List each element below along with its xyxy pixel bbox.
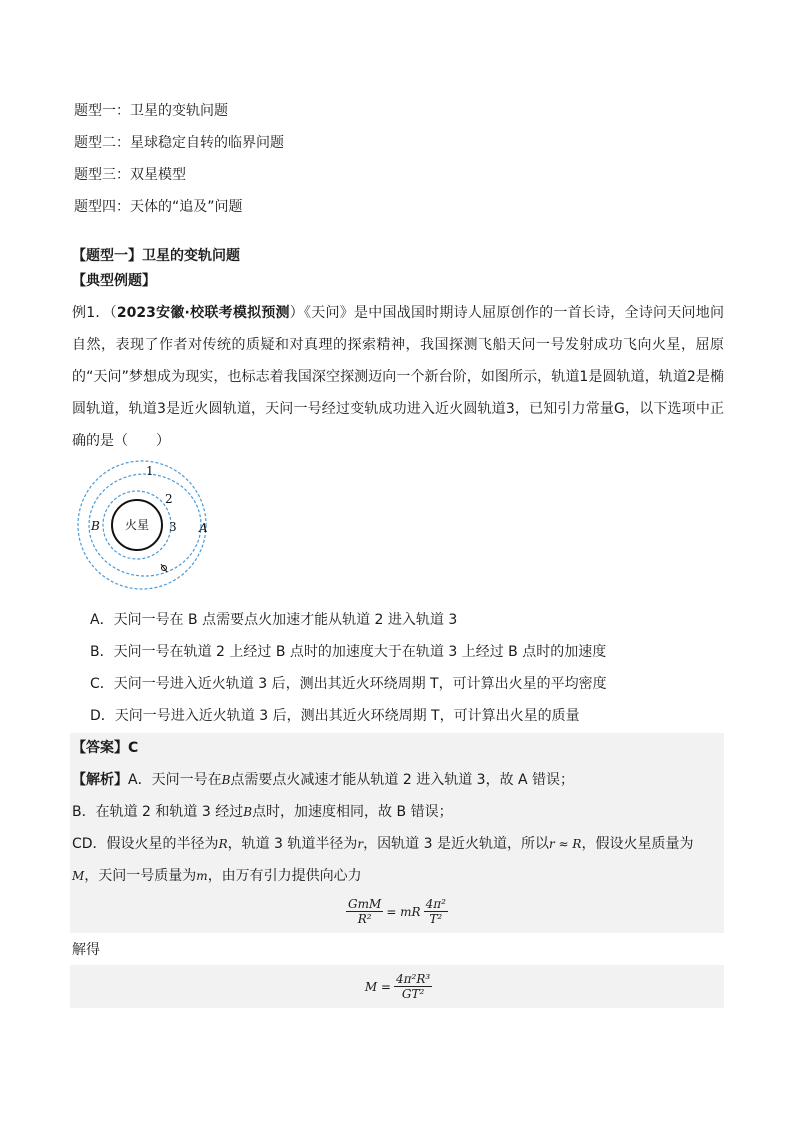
point-b-label: B [91, 519, 100, 533]
orbit-diagram [68, 460, 216, 590]
var-orbit-radius: r [357, 837, 364, 851]
option-c: C．天问一号进入近火轨道 3 后，测出其近火环绕周期 T，可计算出火星的平均密度 [90, 676, 607, 692]
equation-rhs: = mR [386, 904, 421, 919]
var-probe-mass: m [196, 869, 208, 883]
example-prefix: 例1．（ [72, 305, 117, 321]
point-a-label: A [199, 521, 208, 535]
var-b: B [243, 805, 253, 819]
example-question [72, 297, 724, 457]
var-radius: R [218, 837, 228, 851]
analysis-line-4 [72, 865, 362, 887]
fraction: $\frac{\text{GmM}}{\text{R²}}$ [348, 897, 382, 926]
analysis-text: 点需要点火减速才能从轨道 2 进入轨道 3，故 A 错误； [230, 772, 575, 788]
solve-label: 解得 [72, 942, 100, 958]
section-title: 【题型一】卫星的变轨问题 [72, 248, 240, 264]
section-subtitle: 【典型例题】 [72, 273, 156, 289]
toc-item-4: 题型四：天体的“追及”问题 [74, 199, 243, 215]
answer-options [90, 609, 607, 737]
answer-section [70, 733, 724, 1008]
var-mass: M [72, 869, 85, 883]
analysis-text: 点时，加速度相同，故 B 错误； [252, 804, 453, 820]
answer-line [72, 737, 138, 759]
analysis-line-1 [72, 769, 574, 791]
example-text: ）《天问》是中国战国时期诗人屈原创作的一首长诗，全诗问天问地问自然，表现了作者对传统的质疑和对真理的探索精神，我国探测飞船天问一号发射成功飞向火星，屈原的“天问”梦想成为现实，也标志着我国深空探测迈向一个新台阶，如图所示，轨道1是圆轨道，轨道2是椭圆轨道，轨道3是近火圆轨道，天问一号经过变轨成功进入近火圆轨道3，已知引力常量G，以下选项中正确的是（ ） [72, 305, 724, 449]
answer-value: C [128, 740, 139, 756]
analysis-text: B．在轨道 2 和轨道 3 经过 [72, 804, 244, 820]
toc-item-3: 题型三：双星模型 [74, 167, 186, 183]
approx-expression: r ≈ R [548, 837, 582, 851]
analysis-text: CD．假设火星的半径为 [72, 836, 219, 852]
toc-item-2: 题型二：星球稳定自转的临界问题 [74, 135, 284, 151]
analysis-text: ，由万有引力提供向心力 [207, 868, 362, 884]
analysis-label: 【解析】 [72, 772, 128, 788]
option-b: B．天问一号在轨道 2 上经过 B 点时的加速度大于在轨道 3 上经过 B 点时的加速度 [90, 644, 607, 660]
fraction: $\frac{\text{4π²R³}}{\text{GT²}}$ [395, 972, 431, 1001]
example-source: 2023安徽·校联考模拟预测 [116, 305, 290, 321]
fraction: $\frac{\text{4π²}}{\text{T²}}$ [425, 897, 446, 926]
var-b: B [221, 773, 231, 787]
analysis-text: ，因轨道 3 是近火轨道，所以 [363, 836, 549, 852]
analysis-text: A．天问一号在 [128, 772, 222, 788]
option-d: D．天问一号进入近火轨道 3 后，测出其近火环绕周期 T，可计算出火星的质量 [90, 708, 580, 724]
question-type-list [74, 100, 284, 228]
analysis-text: ，轨道 3 轨道半径为 [227, 836, 358, 852]
answer-label: 【答案】 [72, 740, 128, 756]
orbit-label-2: 2 [165, 492, 173, 506]
toc-item-1: 题型一：卫星的变轨问题 [74, 103, 228, 119]
planet-label: 火星 [124, 518, 150, 532]
equation-lhs: M = [364, 979, 391, 994]
mass-equation [70, 972, 724, 1001]
analysis-line-2 [72, 801, 453, 823]
analysis-text: ，假设火星质量为 [581, 836, 694, 852]
orbit-label-1: 1 [146, 464, 154, 478]
analysis-line-3 [72, 833, 693, 855]
option-a: A．天问一号在 B 点需要点火加速才能从轨道 2 进入轨道 3 [90, 612, 458, 628]
orbit-label-3: 3 [169, 520, 177, 534]
gravity-equation [70, 897, 724, 926]
analysis-text: ，天问一号质量为 [84, 868, 197, 884]
